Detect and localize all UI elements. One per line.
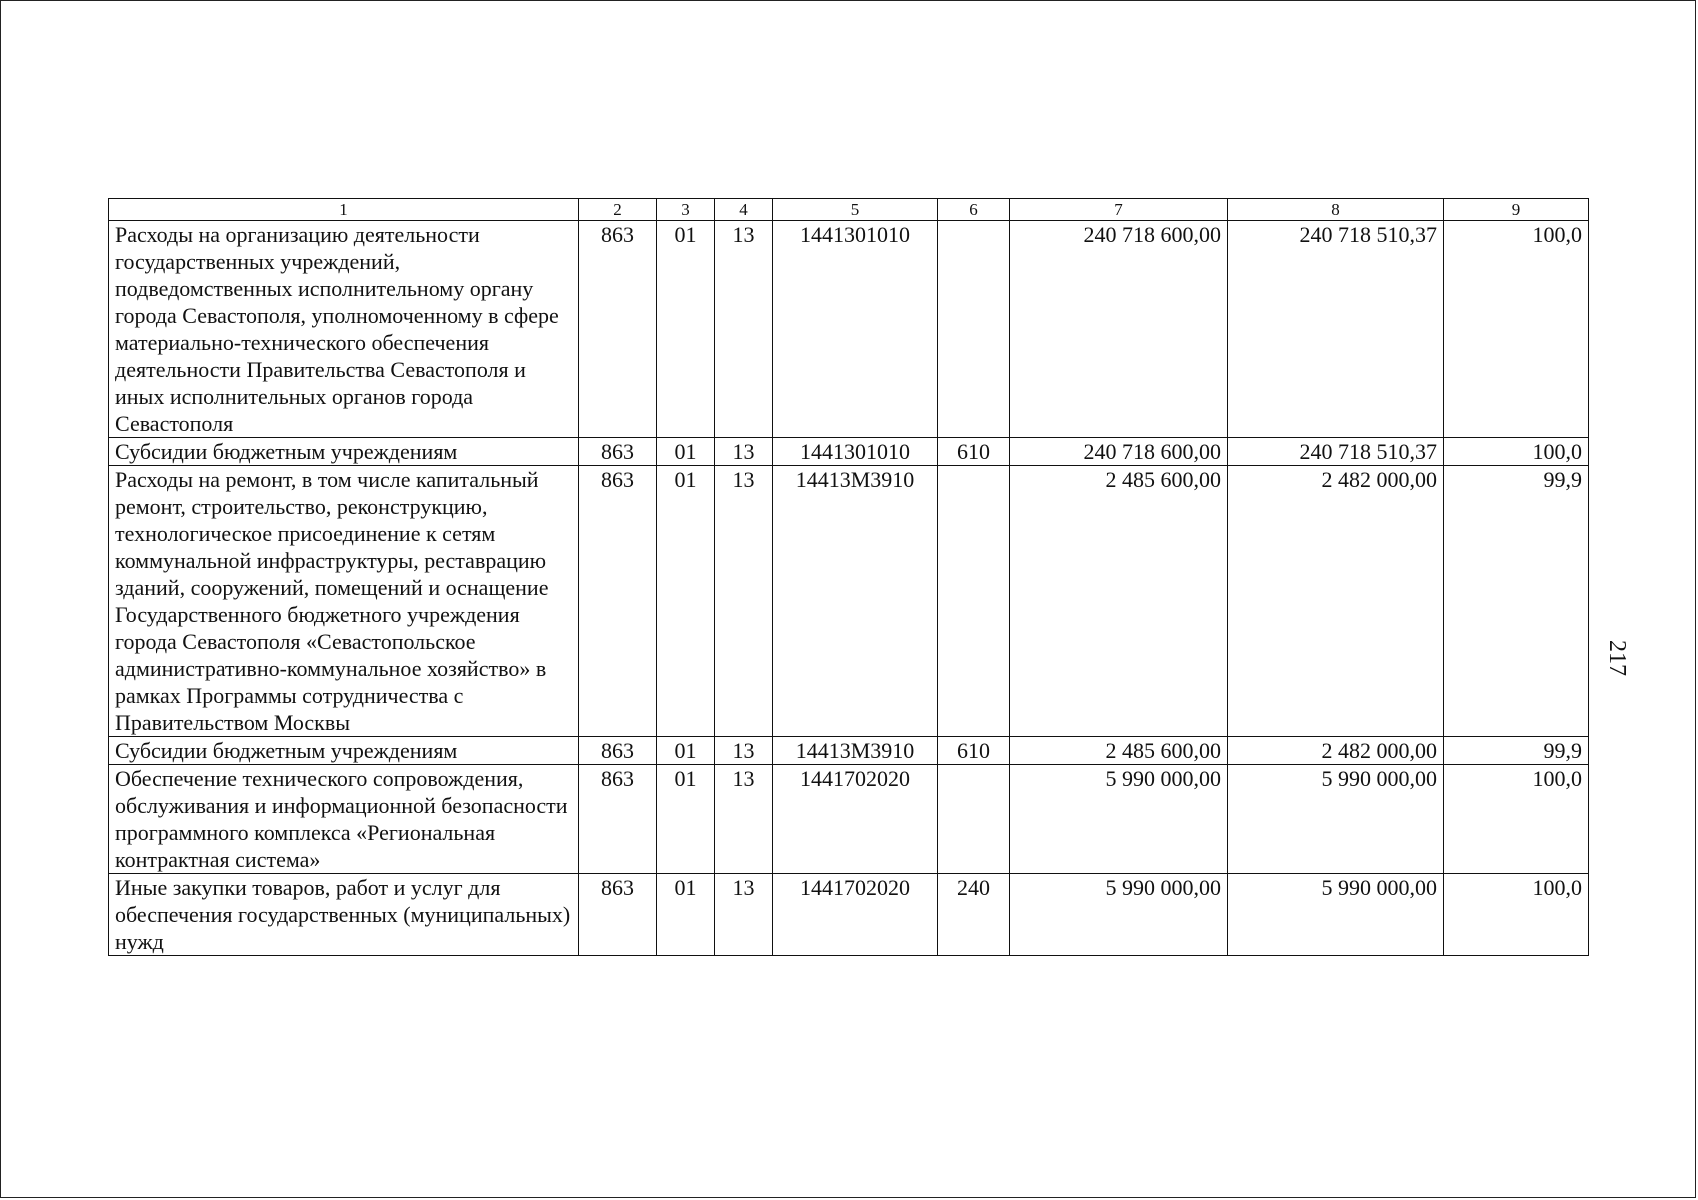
expense-name: Субсидии бюджетным учреждениям xyxy=(109,737,579,765)
executed-amount: 2 482 000,00 xyxy=(1228,466,1444,737)
expense-name: Расходы на ремонт, в том числе капитальный ремонт, строительство, реконструкцию, технологическое присоединение к сетям коммунальной инфраструктуры, реставрацию зданий, сооружений, помещений и оснащение Государственного бюджетного учреждения города Севастополя «Севастопольское административно-коммунальное хозяйство» в рамках Программы сотрудничества с Правительством Москвы xyxy=(109,466,579,737)
ministry-code: 863 xyxy=(579,874,657,956)
column-header-8: 8 xyxy=(1228,199,1444,221)
column-header-2: 2 xyxy=(579,199,657,221)
ministry-code: 863 xyxy=(579,737,657,765)
section-code: 01 xyxy=(657,737,715,765)
section-code: 01 xyxy=(657,765,715,874)
table-row xyxy=(109,221,1589,438)
executed-amount: 240 718 510,37 xyxy=(1228,438,1444,466)
target-article-code: 1441301010 xyxy=(773,438,938,466)
page-number: 217 xyxy=(1604,640,1630,676)
expense-name: Иные закупки товаров, работ и услуг для обеспечения государственных (муниципальных) нужд xyxy=(109,874,579,956)
planned-amount: 5 990 000,00 xyxy=(1010,765,1228,874)
expense-type-code: 240 xyxy=(938,874,1010,956)
execution-percent: 100,0 xyxy=(1444,765,1589,874)
execution-percent: 100,0 xyxy=(1444,221,1589,438)
executed-amount: 2 482 000,00 xyxy=(1228,737,1444,765)
expense-type-code xyxy=(938,466,1010,737)
expense-name: Субсидии бюджетным учреждениям xyxy=(109,438,579,466)
column-header-4: 4 xyxy=(715,199,773,221)
ministry-code: 863 xyxy=(579,466,657,737)
subsection-code: 13 xyxy=(715,221,773,438)
expense-type-code: 610 xyxy=(938,438,1010,466)
planned-amount: 2 485 600,00 xyxy=(1010,466,1228,737)
planned-amount: 240 718 600,00 xyxy=(1010,438,1228,466)
execution-percent: 100,0 xyxy=(1444,874,1589,956)
table-row xyxy=(109,765,1589,874)
executed-amount: 5 990 000,00 xyxy=(1228,765,1444,874)
execution-percent: 99,9 xyxy=(1444,737,1589,765)
executed-amount: 240 718 510,37 xyxy=(1228,221,1444,438)
table-row xyxy=(109,466,1589,737)
expense-type-code xyxy=(938,765,1010,874)
target-article-code: 14413М3910 xyxy=(773,737,938,765)
section-code: 01 xyxy=(657,874,715,956)
execution-percent: 100,0 xyxy=(1444,438,1589,466)
ministry-code: 863 xyxy=(579,438,657,466)
table-row xyxy=(109,874,1589,956)
target-article-code: 1441702020 xyxy=(773,874,938,956)
column-header-1: 1 xyxy=(109,199,579,221)
table-row xyxy=(109,438,1589,466)
subsection-code: 13 xyxy=(715,737,773,765)
target-article-code: 1441702020 xyxy=(773,765,938,874)
ministry-code: 863 xyxy=(579,221,657,438)
expense-type-code xyxy=(938,221,1010,438)
expense-name: Обеспечение технического сопровождения, обслуживания и информационной безопасности программного комплекса «Региональная контрактная система» xyxy=(109,765,579,874)
expense-name: Расходы на организацию деятельности государственных учреждений, подведомственных исполнительному органу города Севастополя, уполномоченному в сфере материально-технического обеспечения деятельности Правительства Севастополя и иных исполнительных органов города Севастополя xyxy=(109,221,579,438)
execution-percent: 99,9 xyxy=(1444,466,1589,737)
subsection-code: 13 xyxy=(715,438,773,466)
table-row xyxy=(109,737,1589,765)
subsection-code: 13 xyxy=(715,874,773,956)
column-header-5: 5 xyxy=(773,199,938,221)
expense-type-code: 610 xyxy=(938,737,1010,765)
column-header-3: 3 xyxy=(657,199,715,221)
executed-amount: 5 990 000,00 xyxy=(1228,874,1444,956)
header-row xyxy=(109,199,1589,221)
section-code: 01 xyxy=(657,438,715,466)
subsection-code: 13 xyxy=(715,466,773,737)
target-article-code: 1441301010 xyxy=(773,221,938,438)
section-code: 01 xyxy=(657,221,715,438)
target-article-code: 14413М3910 xyxy=(773,466,938,737)
planned-amount: 5 990 000,00 xyxy=(1010,874,1228,956)
column-header-9: 9 xyxy=(1444,199,1589,221)
section-code: 01 xyxy=(657,466,715,737)
budget-table xyxy=(108,198,1589,956)
planned-amount: 240 718 600,00 xyxy=(1010,221,1228,438)
ministry-code: 863 xyxy=(579,765,657,874)
column-header-6: 6 xyxy=(938,199,1010,221)
column-header-7: 7 xyxy=(1010,199,1228,221)
subsection-code: 13 xyxy=(715,765,773,874)
planned-amount: 2 485 600,00 xyxy=(1010,737,1228,765)
